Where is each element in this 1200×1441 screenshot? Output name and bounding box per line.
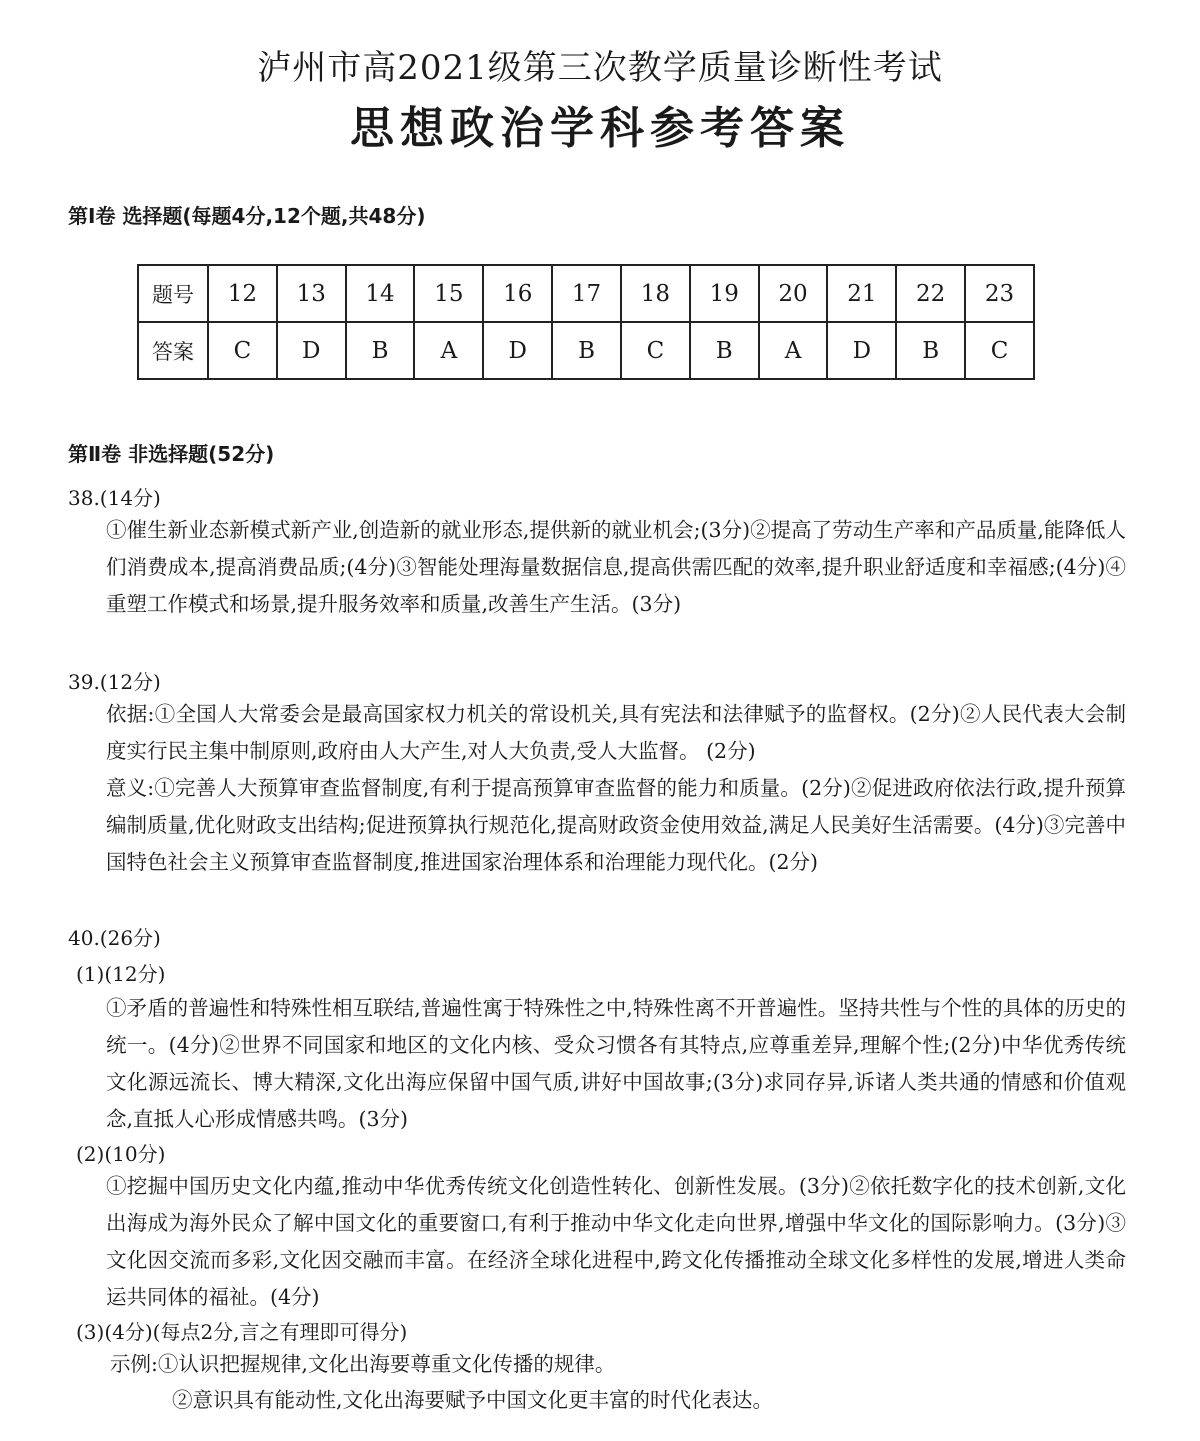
question-number: 21 [827, 265, 896, 322]
document-subtitle: 思想政治学科参考答案 [350, 103, 850, 154]
row-label-answer: 答案 [138, 322, 208, 379]
answer-cell: B [346, 322, 415, 379]
document-title: 泸州市高2021级第三次教学质量诊断性考试 [257, 48, 943, 88]
answer-cell: B [690, 322, 759, 379]
question-number: 13 [277, 265, 346, 322]
number-row [138, 265, 1034, 322]
q40-part3-label: (3)(4分)(每点2分,言之有理即可得分) [76, 1320, 408, 1344]
q38-label: 38.(14分) [68, 486, 161, 510]
part1-heading: 第Ⅰ卷 选择题(每题4分,12个题,共48分) [68, 204, 426, 228]
part2-heading: 第Ⅱ卷 非选择题(52分) [68, 442, 275, 466]
answer-cell: C [621, 322, 690, 379]
answer-cell: B [896, 322, 965, 379]
question-number: 18 [621, 265, 690, 322]
answer-cell: D [827, 322, 896, 379]
question-number: 16 [483, 265, 552, 322]
question-number: 14 [346, 265, 415, 322]
q40-part3-example1: 示例:①认识把握规律,文化出海要尊重文化传播的规律。 [110, 1352, 616, 1376]
q40-part2-answer: ①挖掘中国历史文化内蕴,推动中华优秀传统文化创造性转化、创新性发展。(3分)②依托数字化的技术创新,文化出海成为海外民众了解中国文化的重要窗口,有利于推动中华文化走向世界,增强中华文化的国际影响力。(3分)③文化因交流而多彩,文化因交融而丰富。在经济全球化进程中,跨文化传播推动全球文化多样性的发展,增进人类命运共同体的福祉。(4分) [106, 1174, 1126, 1309]
question-number: 12 [208, 265, 277, 322]
q40-part2-label: (2)(10分) [76, 1142, 166, 1166]
q40-label: 40.(26分) [68, 926, 161, 950]
q39-basis: 依据:①全国人大常委会是最高国家权力机关的常设机关,具有宪法和法律赋予的监督权。(2分)②人民代表大会制度实行民主集中制原则,政府由人大产生,对人大负责,受人大监督。 (2分) [106, 702, 1126, 763]
answer-cell: B [552, 322, 621, 379]
question-number: 15 [414, 265, 483, 322]
question-number: 22 [896, 265, 965, 322]
q40-part1-answer: ①矛盾的普遍性和特殊性相互联结,普遍性寓于特殊性之中,特殊性离不开普遍性。坚持共性与个性的具体的历史的统一。(4分)②世界不同国家和地区的文化内核、受众习惯各有其特点,应尊重差异,理解个性;(2分)中华优秀传统文化源远流长、博大精深,文化出海应保留中国气质,讲好中国故事;(3分)求同存异,诉诸人类共通的情感和价值观念,直抵人心形成情感共鸣。(3分) [106, 996, 1126, 1131]
answer-table [137, 264, 1035, 380]
answer-cell: C [208, 322, 277, 379]
q40-part1-label: (1)(12分) [76, 962, 166, 986]
q39-label: 39.(12分) [68, 670, 161, 694]
question-number: 23 [965, 265, 1034, 322]
row-label-number: 题号 [138, 265, 208, 322]
answer-cell: C [965, 322, 1034, 379]
q39-significance: 意义:①完善人大预算审查监督制度,有利于提高预算审查监督的能力和质量。(2分)②促进政府依法行政,提升预算编制质量,优化财政支出结构;促进预算执行规范化,提高财政资金使用效益,满足人民美好生活需要。(4分)③完善中国特色社会主义预算审查监督制度,推进国家治理体系和治理能力现代化。(2分) [106, 776, 1126, 874]
answer-cell: A [759, 322, 828, 379]
question-number: 20 [759, 265, 828, 322]
q38-answer: ①催生新业态新模式新产业,创造新的就业形态,提供新的就业机会;(3分)②提高了劳动生产率和产品质量,能降低人们消费成本,提高消费品质;(4分)③智能处理海量数据信息,提高供需匹配的效率,提升职业舒适度和幸福感;(4分)④重塑工作模式和场景,提升服务效率和质量,改善生产生活。(3分) [106, 518, 1126, 616]
answer-cell: D [277, 322, 346, 379]
answer-cell: A [414, 322, 483, 379]
answer-cell: D [483, 322, 552, 379]
answer-row [138, 322, 1034, 379]
question-number: 19 [690, 265, 759, 322]
q40-part3-example2: ②意识具有能动性,文化出海要赋予中国文化更丰富的时代化表达。 [172, 1388, 774, 1412]
question-number: 17 [552, 265, 621, 322]
